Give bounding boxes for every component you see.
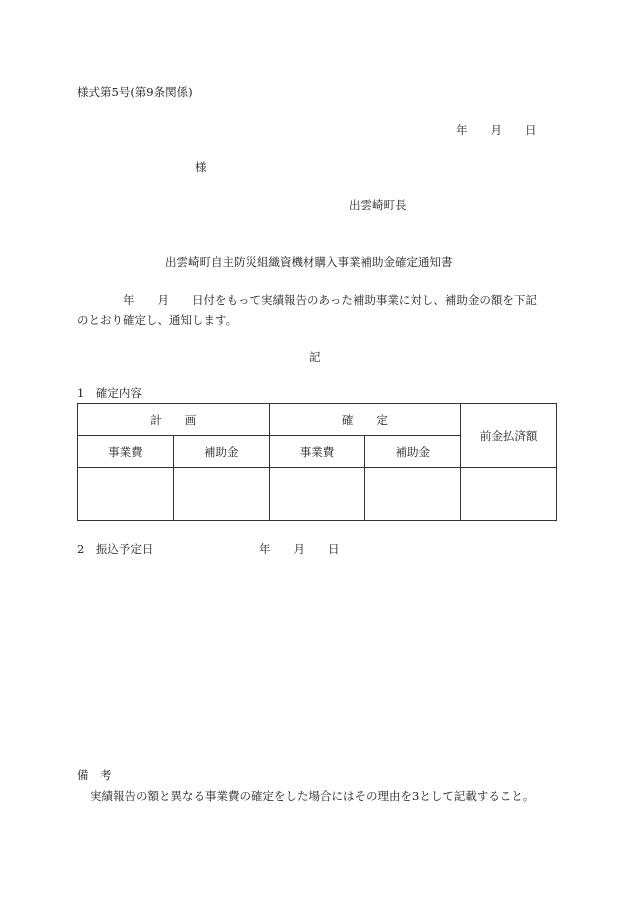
confirm-header: 確 定 xyxy=(269,404,461,436)
remarks-heading: 備 考 xyxy=(77,768,112,782)
table-header-row xyxy=(78,404,557,436)
prepaid-header: 前金払済額 xyxy=(461,404,557,468)
plan-header: 計 画 xyxy=(78,404,270,436)
confirm-project-cost-cell xyxy=(269,468,365,521)
section-2-label: 2 振込予定日 xyxy=(77,542,154,556)
date-line: 年 月 日 xyxy=(456,123,537,137)
addressee-suffix: 様 xyxy=(195,160,207,174)
plan-project-cost-header: 事業費 xyxy=(78,436,174,468)
body-line-1: 年 月 日付をもって実績報告のあった補助事業に対し、補助金の額を下記 xyxy=(123,293,537,307)
ki-marker: 記 xyxy=(309,350,321,364)
table-row xyxy=(78,468,557,521)
confirmation-table xyxy=(77,403,557,521)
issuer-name: 出雲崎町長 xyxy=(349,198,407,212)
plan-project-cost-cell xyxy=(78,468,174,521)
section-1-heading: 1 確定内容 xyxy=(77,386,142,400)
remarks-text: 実績報告の額と異なる事業費の確定をした場合にはその理由を3として記載すること。 xyxy=(90,789,535,803)
form-number: 様式第5号(第9条関係) xyxy=(77,85,193,99)
prepaid-cell xyxy=(461,468,557,521)
document-title: 出雲崎町自主防災組織資機材購入事業補助金確定通知書 xyxy=(165,255,453,269)
confirm-project-cost-header: 事業費 xyxy=(269,436,365,468)
plan-subsidy-cell xyxy=(173,468,269,521)
plan-subsidy-header: 補助金 xyxy=(173,436,269,468)
confirm-subsidy-header: 補助金 xyxy=(365,436,461,468)
section-2-date: 年 月 日 xyxy=(259,542,340,556)
confirm-subsidy-cell xyxy=(365,468,461,521)
body-line-2: のとおり確定し、通知します。 xyxy=(77,313,238,327)
